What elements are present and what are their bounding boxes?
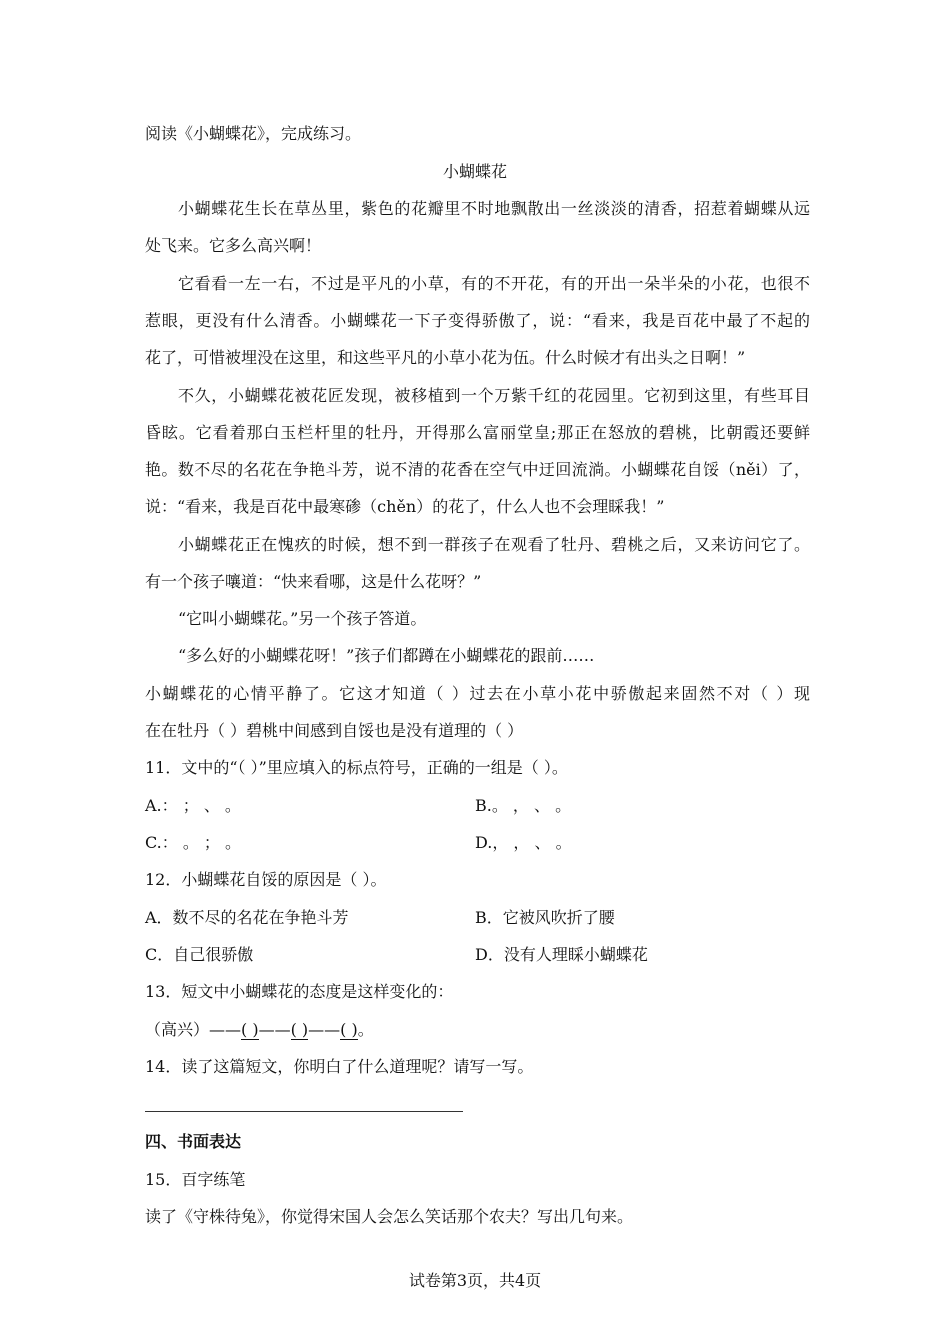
q14-answer-line[interactable] [145,1111,463,1112]
q13-stem: 13．短文中小蝴蝶花的态度是这样变化的： [145,982,454,1001]
q13-dash: —— [308,1020,341,1039]
passage-line: 处飞来。它多么高兴啊！ [145,236,322,255]
q13-start: （高兴）—— [145,1020,242,1039]
q13-end: 。 [357,1020,374,1039]
q15-prompt: 读了《守株待兔》，你觉得宋国人会怎么笑话那个农夫？写出几句来。 [145,1207,634,1226]
q13-blank-1[interactable]: ( ) [241,1020,259,1039]
q12-options-row2 [145,945,810,965]
q11-options-row2 [145,833,810,853]
q11-stem: 11．文中的“（ ）”里应填入的标点符号，正确的一组是（ ）。 [145,758,568,777]
passage-line: 惹眼，更没有什么清香。小蝴蝶花一下子变得骄傲了，说：“看来，我是百花中最了不起的 [145,311,810,330]
passage-line: 小蝴蝶花生长在草丛里，紫色的花瓣里不时地飘散出一丝淡淡的清香，招惹着蝴蝶从远 [178,199,810,218]
q11-option-c[interactable]: C.： 。 ； 。 [145,833,242,852]
q11-option-b[interactable]: B.。 ， 、 。 [475,796,572,815]
passage-line: 在在牡丹（ ）碧桃中间感到自馁也是没有道理的（ ） [145,721,524,740]
q11-option-a[interactable]: A.： ； 、 。 [145,796,241,815]
passage-line: “它叫小蝴蝶花。”另一个孩子答道。 [178,609,427,628]
intro-instruction: 阅读《小蝴蝶花》，完成练习。 [145,124,362,143]
q12-option-a[interactable]: A．数不尽的名花在争艳斗芳 [145,908,349,927]
passage-line: 它看看一左一右，不过是平凡的小草，有的不开花，有的开出一朵半朵的小花，也很不 [178,274,810,293]
passage-line: 有一个孩子嚷道：“快来看哪，这是什么花呀？” [145,572,482,591]
q13-attitude-chain [145,1020,810,1040]
q13-dash: —— [258,1020,291,1039]
q13-blank-3[interactable]: ( ) [340,1020,358,1039]
section-heading: 四、书面表达 [145,1132,242,1151]
q12-options-row1 [145,908,810,928]
page-footer: 试卷第3页，共4页 [408,1271,542,1290]
q11-option-d[interactable]: D.， ， 、 。 [475,833,572,852]
q15-stem: 15．百字练笔 [145,1170,246,1189]
passage-line: 小蝴蝶花的心情平静了。它这才知道（ ）过去在小草小花中骄傲起来固然不对（ ）现 [145,684,810,703]
q12-option-b[interactable]: B．它被风吹折了腰 [475,908,615,927]
q14-stem: 14．读了这篇短文，你明白了什么道理呢？请写一写。 [145,1057,534,1076]
passage-line: 不久，小蝴蝶花被花匠发现，被移植到一个万紫千红的花园里。它初到这里，有些耳目 [178,386,810,405]
passage-line: 艳。数不尽的名花在争艳斗芳，说不清的花香在空气中迂回流淌。小蝴蝶花自馁（něi）了， [145,460,810,479]
q11-options-row1 [145,796,810,816]
passage-line: 花了，可惜被埋没在这里，和这些平凡的小草小花为伍。什么时候才有出头之日啊！” [145,348,746,367]
passage-line: “多么好的小蝴蝶花呀！”孩子们都蹲在小蝴蝶花的跟前…… [178,646,595,665]
q12-option-c[interactable]: C．自己很骄傲 [145,945,254,964]
passage-line: 昏眩。它看着那白玉栏杆里的牡丹，开得那么富丽堂皇;那正在怒放的碧桃，比朝霞还要鲜 [145,423,810,442]
passage-title: 小蝴蝶花 [442,162,507,181]
q12-stem: 12．小蝴蝶花自馁的原因是（ ）。 [145,870,387,889]
passage-line: 小蝴蝶花正在愧疚的时候，想不到一群孩子在观看了牡丹、碧桃之后，又来访问它了。 [178,535,810,554]
q12-option-d[interactable]: D．没有人理睬小蝴蝶花 [475,945,648,964]
q13-blank-2[interactable]: ( ) [290,1020,309,1039]
passage-line: 说：“看来，我是百花中最寒碜（chěn）的花了，什么人也不会理睬我！” [145,497,665,516]
